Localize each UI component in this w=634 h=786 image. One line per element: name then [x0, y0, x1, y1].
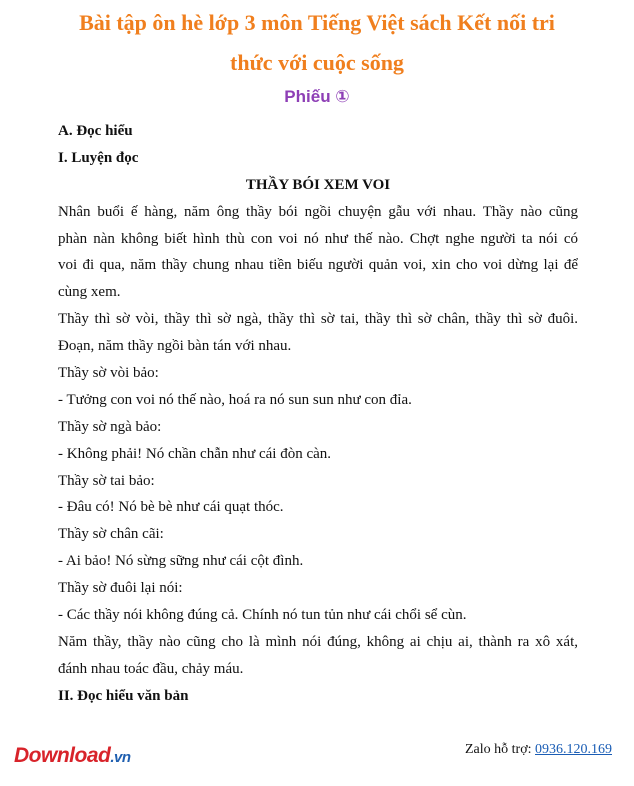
section-i-heading: I. Luyện đọc [58, 149, 139, 166]
dialogue-line-7: Thầy sờ chân cãi: [58, 526, 164, 543]
page-footer [0, 738, 634, 778]
dialogue-line-9: Thầy sờ đuôi lại nói: [58, 580, 183, 597]
zalo-phone-link[interactable]: 0936.120.169 [535, 742, 612, 757]
download-logo[interactable] [14, 744, 131, 768]
paragraph-3-line-1: Năm thầy, thầy nào cũng cho là mình nói đúng, không ai chịu ai, thành ra xô xát, [58, 633, 578, 650]
dialogue-line-6: - Đâu có! Nó bè bè như cái quạt thóc. [58, 499, 284, 516]
paragraph-2-line-1: Thầy thì sờ vòi, thầy thì sờ ngà, thầy thì sờ tai, thầy thì sờ chân, thầy thì sờ đuôi. [58, 311, 578, 328]
dialogue-line-10: - Các thầy nói không đúng cả. Chính nó tun tủn như cái chổi sể cùn. [58, 607, 467, 624]
dialogue-line-1: Thầy sờ vòi bảo: [58, 365, 159, 382]
worksheet-number: Phiếu ① [284, 87, 350, 106]
dialogue-line-4: - Không phải! Nó chần chẫn như cái đòn càn. [58, 445, 332, 462]
dialogue-line-2: - Tưởng con voi nó thế nào, hoá ra nó sun sun như con đỉa. [58, 391, 412, 408]
paragraph-3-line-2: đánh nhau toác đầu, chảy máu. [58, 660, 244, 677]
logo-suffix: .vn [110, 749, 131, 766]
title-line-2: thức với cuộc sống [230, 50, 404, 75]
paragraph-2-line-2: Đoạn, năm thầy ngồi bàn tán với nhau. [58, 338, 292, 355]
paragraph-1-line-1: Nhân buổi ế hàng, năm ông thầy bói ngồi chuyện gẫu với nhau. Thầy nào cũng [58, 203, 578, 220]
section-ii-heading: II. Đọc hiểu văn bản [58, 687, 189, 704]
zalo-label: Zalo hỗ trợ: [465, 742, 535, 757]
document-body [58, 118, 578, 710]
story-title: THẦY BÓI XEM VOI [245, 176, 391, 193]
dialogue-line-5: Thầy sờ tai bảo: [58, 472, 155, 489]
document-title [40, 3, 594, 83]
paragraph-1-line-4: cùng xem. [58, 284, 121, 301]
paragraph-1-line-2: phàn nàn không biết hình thù con voi nó như thế nào. Chợt nghe người ta nói có [58, 230, 578, 247]
logo-text: Download [14, 744, 111, 767]
dialogue-line-3: Thầy sờ ngà bảo: [58, 418, 162, 435]
title-line-1: Bài tập ôn hè lớp 3 môn Tiếng Việt sách Kết nối tri [79, 10, 555, 35]
dialogue-line-8: - Ai bảo! Nó sừng sững như cái cột đình. [58, 553, 304, 570]
zalo-support [465, 742, 612, 758]
paragraph-1-line-3: voi đi qua, năm thầy chung nhau tiền biếu người quản voi, xin cho voi dừng lại để [58, 257, 578, 274]
section-a-heading: A. Đọc hiểu [58, 123, 133, 139]
